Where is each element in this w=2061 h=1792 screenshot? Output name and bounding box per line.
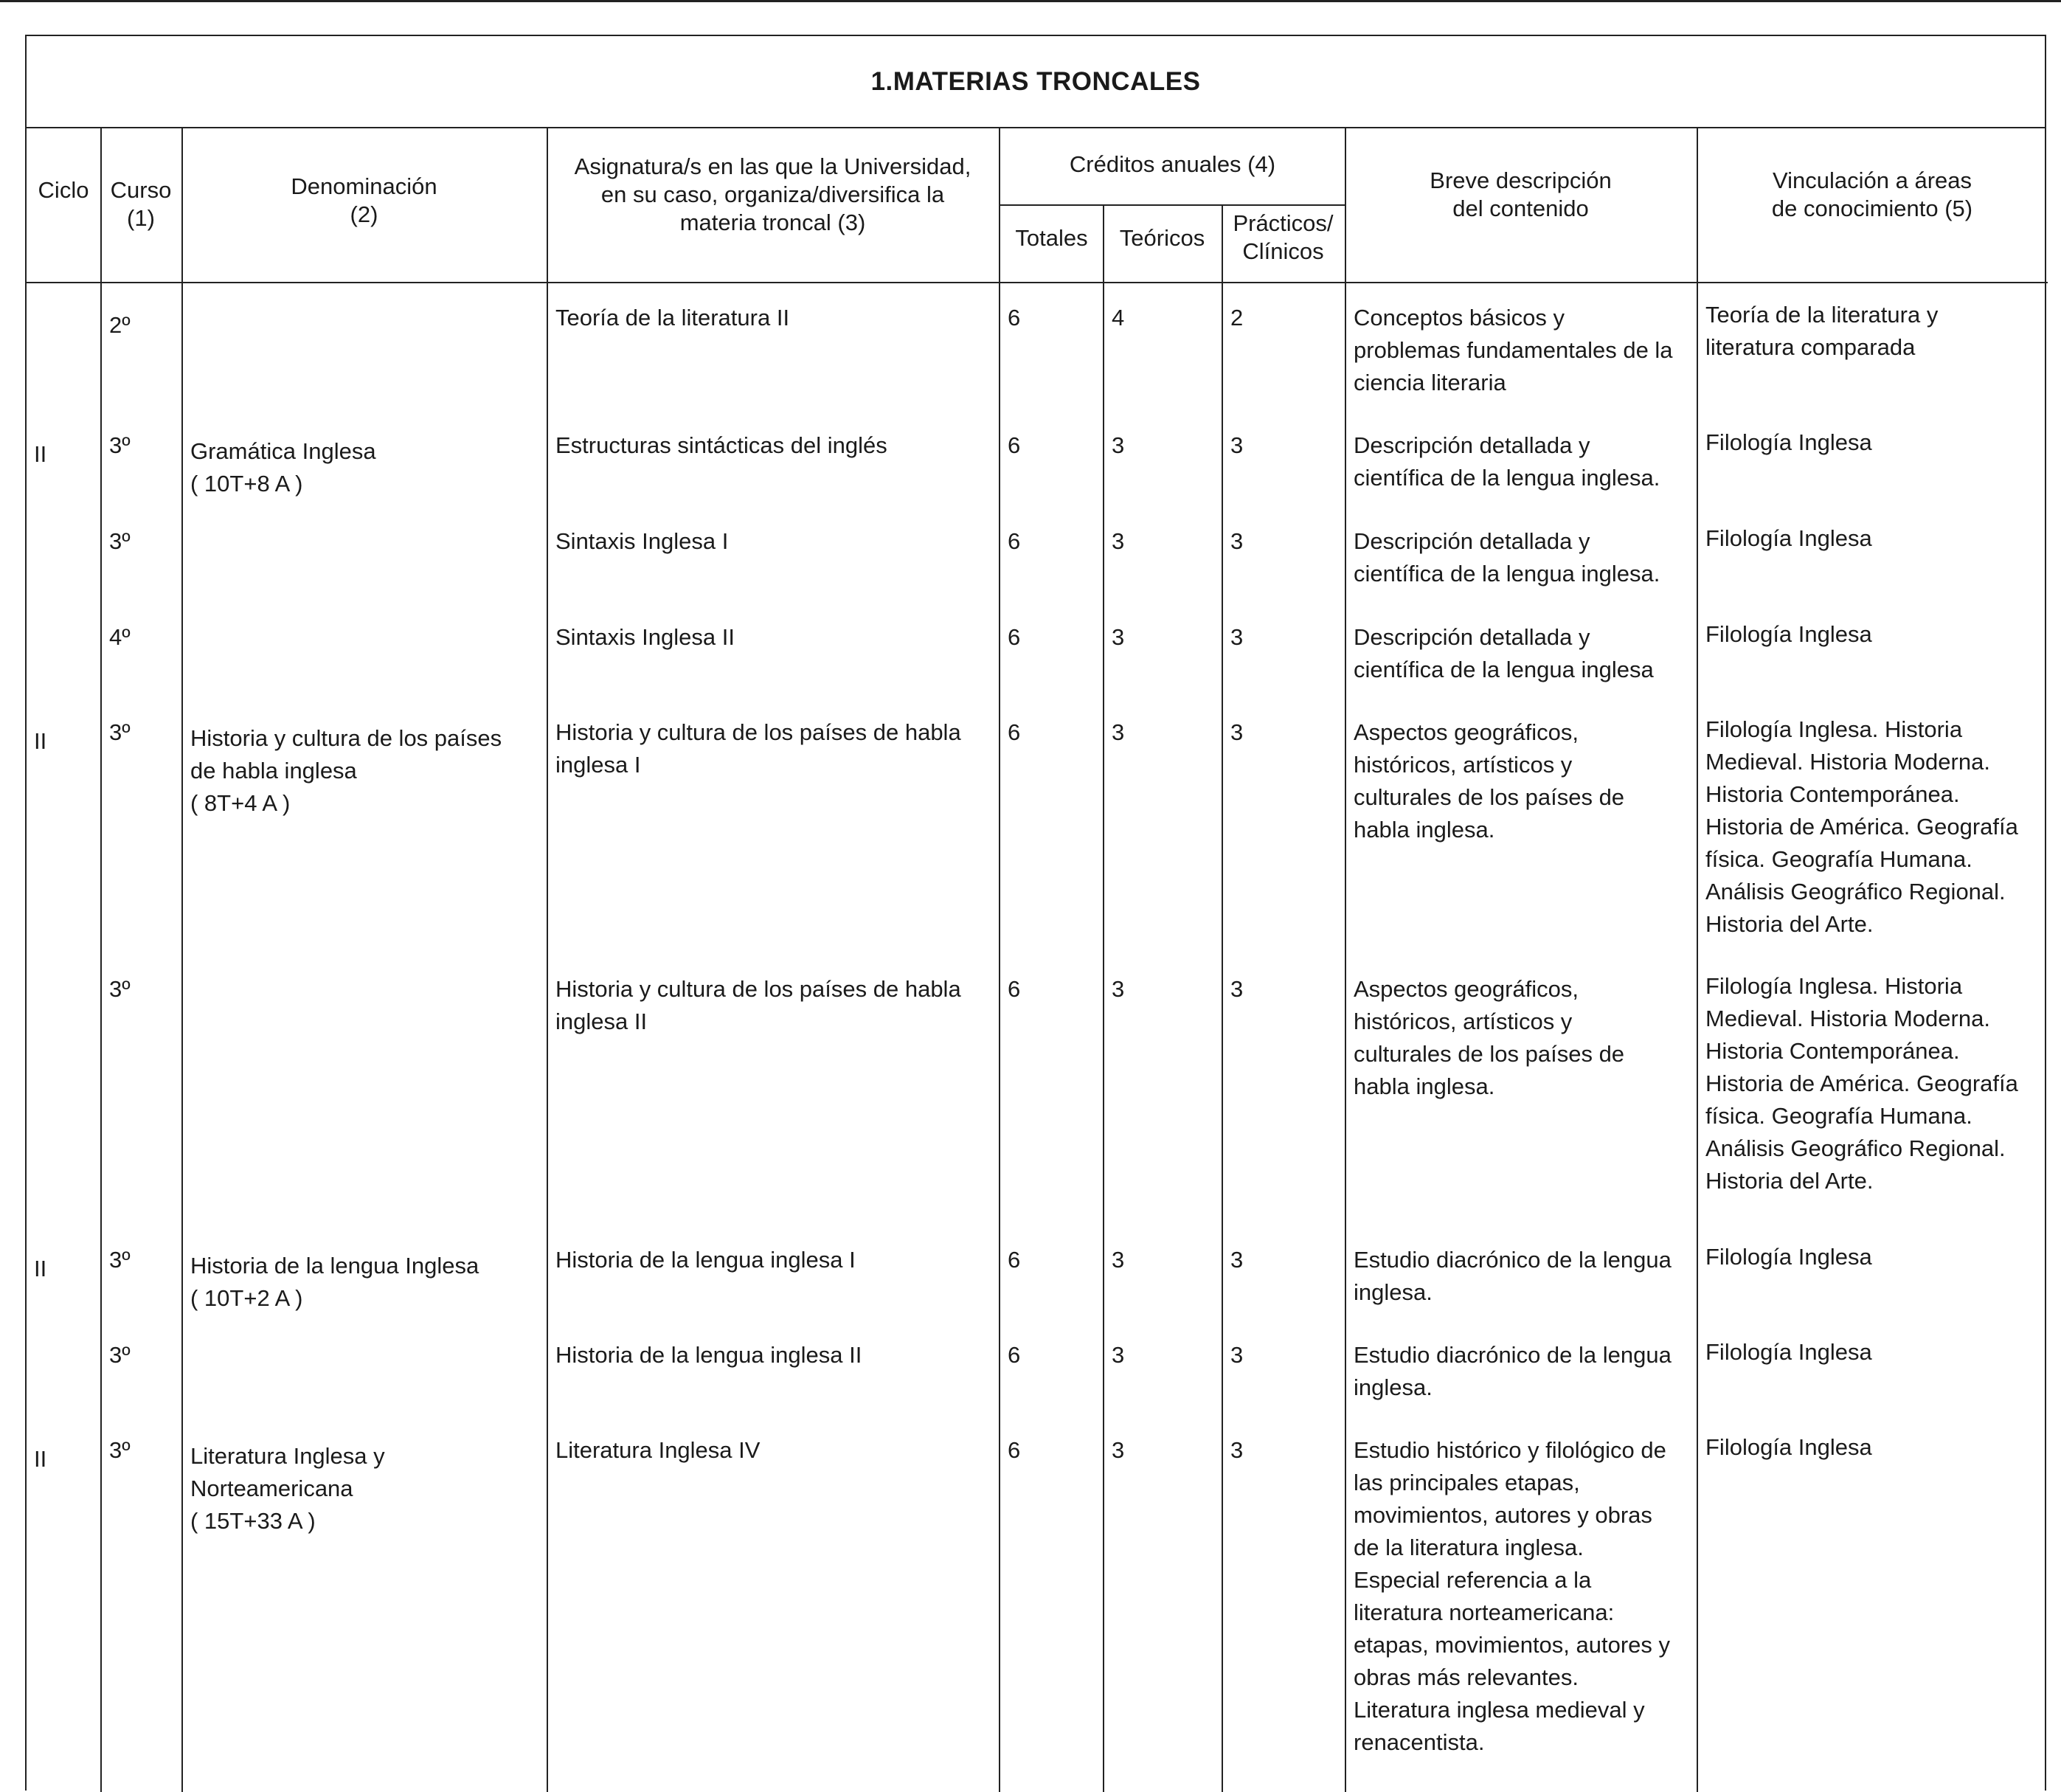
cell-teoricos — [1112, 1339, 1219, 1371]
col-rule-7 — [1345, 128, 1346, 1792]
cell-totales — [1008, 429, 1100, 462]
cell-line: 3º — [109, 976, 131, 1002]
header-practicos: Prácticos/ Clínicos — [1233, 210, 1334, 264]
cell-line: 6 — [1008, 1247, 1021, 1273]
cell-descripcion — [1354, 302, 1694, 399]
cell-practicos — [1230, 525, 1341, 558]
cell-line: Literatura Inglesa IV — [555, 1437, 761, 1463]
cell-vinculacion — [1705, 1431, 2045, 1464]
cell-curso — [109, 621, 179, 654]
cell-teoricos — [1112, 1434, 1219, 1467]
cell-asignatura — [555, 716, 997, 781]
cell-line: Historia Contemporánea. — [1705, 1038, 1960, 1064]
cell-curso — [109, 1339, 179, 1371]
cell-line: II — [34, 1256, 47, 1281]
cell-line: Medieval. Historia Moderna. — [1705, 749, 1990, 775]
cell-line: Historia y cultura de los países de habla — [555, 976, 961, 1002]
cell-denominacion — [190, 1250, 544, 1315]
cell-line: Filología Inglesa — [1705, 525, 1872, 551]
creditos-subheader-rule — [1000, 204, 1345, 206]
cell-totales — [1008, 1244, 1100, 1276]
col-rule-5 — [1103, 204, 1104, 1792]
cell-line: Descripción detallada y — [1354, 624, 1590, 650]
header-asignatura: Asignatura/s en las que la Universidad, en su caso, organiza/diversifica la materia troncal (3) — [574, 153, 971, 235]
cell-descripcion — [1354, 1244, 1694, 1309]
cell-line: Historia de América. Geografía — [1705, 814, 2018, 840]
cell-line: 3 — [1112, 624, 1125, 650]
cell-line: 6 — [1008, 432, 1021, 458]
cell-asignatura — [555, 429, 997, 462]
cell-vinculacion — [1705, 1241, 2045, 1273]
materias-troncales-table — [25, 35, 2046, 1791]
cell-line: 3 — [1112, 976, 1125, 1002]
cell-teoricos — [1112, 973, 1219, 1006]
cell-line: inglesa I — [555, 752, 641, 778]
cell-line: Análisis Geográfico Regional. — [1705, 879, 2006, 904]
cell-line: Historia de la lengua inglesa I — [555, 1247, 856, 1273]
cell-line: habla inglesa. — [1354, 817, 1495, 843]
cell-line: Estudio histórico y filológico de — [1354, 1437, 1666, 1463]
cell-practicos — [1230, 1339, 1341, 1371]
cell-line: Teoría de la literatura y — [1705, 302, 1939, 328]
cell-line: obras más relevantes. — [1354, 1664, 1579, 1690]
cell-line: Filología Inglesa — [1705, 621, 1872, 647]
cell-descripcion — [1354, 429, 1694, 494]
cell-line: 3 — [1112, 719, 1125, 745]
cell-vinculacion — [1705, 299, 2045, 364]
cell-vinculacion — [1705, 426, 2045, 459]
cell-line: las principales etapas, — [1354, 1470, 1580, 1495]
cell-totales — [1008, 525, 1100, 558]
cell-vinculacion — [1705, 713, 2045, 941]
cell-line: 3 — [1112, 1342, 1125, 1368]
cell-totales — [1008, 1434, 1100, 1467]
cell-line: Sintaxis Inglesa II — [555, 624, 735, 650]
cell-teoricos — [1112, 302, 1219, 334]
col-rule-1 — [100, 128, 102, 1792]
cell-teoricos — [1112, 429, 1219, 462]
cell-line: Filología Inglesa — [1705, 429, 1872, 455]
cell-line: 6 — [1008, 719, 1021, 745]
header-totales: Totales — [1015, 225, 1088, 251]
cell-line: problemas fundamentales de la — [1354, 337, 1673, 363]
cell-line: Filología Inglesa. Historia — [1705, 716, 1963, 742]
cell-line: Gramática Inglesa — [190, 438, 376, 464]
cell-line: inglesa II — [555, 1009, 648, 1034]
cell-practicos — [1230, 429, 1341, 462]
cell-line: 3 — [1230, 1437, 1244, 1463]
cell-line: II — [34, 1446, 47, 1472]
cell-line: 2 — [1230, 305, 1244, 331]
col-rule-4 — [999, 128, 1000, 1792]
cell-totales — [1008, 1339, 1100, 1371]
cell-line: literatura comparada — [1705, 334, 1916, 360]
cell-line: física. Geografía Humana. — [1705, 846, 1972, 872]
cell-line: 3 — [1230, 1342, 1244, 1368]
cell-ciclo — [34, 1443, 93, 1476]
cell-ciclo — [34, 1253, 93, 1285]
cell-line: habla inglesa. — [1354, 1073, 1495, 1099]
cell-line: ( 10T+8 A ) — [190, 471, 303, 497]
cell-line: 6 — [1008, 1437, 1021, 1463]
cell-ciclo — [34, 438, 93, 471]
cell-line: 3º — [109, 1247, 131, 1273]
cell-line: física. Geografía Humana. — [1705, 1103, 1972, 1129]
cell-curso — [109, 973, 179, 1006]
cell-line: inglesa. — [1354, 1374, 1433, 1400]
cell-line: ciencia literaria — [1354, 370, 1506, 395]
cell-ciclo — [34, 725, 93, 758]
cell-line: Estructuras sintácticas del inglés — [555, 432, 887, 458]
cell-descripcion — [1354, 1339, 1694, 1404]
cell-curso — [109, 525, 179, 558]
header-vinculacion: Vinculación a áreas de conocimiento (5) — [1771, 167, 1973, 221]
cell-line: Historia del Arte. — [1705, 911, 1874, 937]
cell-line: científica de la lengua inglesa. — [1354, 561, 1660, 587]
cell-line: renacentista. — [1354, 1729, 1485, 1755]
cell-line: movimientos, autores y obras — [1354, 1502, 1652, 1528]
cell-line: 3 — [1230, 976, 1244, 1002]
cell-line: 3 — [1230, 1247, 1244, 1273]
cell-practicos — [1230, 1434, 1341, 1467]
cell-line: 4 — [1112, 305, 1125, 331]
table-title: 1.MATERIAS TRONCALES — [27, 36, 2045, 128]
cell-practicos — [1230, 716, 1341, 749]
cell-line: 3 — [1112, 1437, 1125, 1463]
cell-line: Historia de América. Geografía — [1705, 1070, 2018, 1096]
cell-line: 3 — [1230, 624, 1244, 650]
col-rule-8 — [1697, 128, 1698, 1792]
header-curso: Curso (1) — [110, 177, 172, 231]
cell-line: Literatura inglesa medieval y — [1354, 1697, 1645, 1723]
cell-descripcion — [1354, 1434, 1694, 1759]
cell-line: Teoría de la literatura II — [555, 305, 790, 331]
cell-line: 3 — [1230, 432, 1244, 458]
cell-line: literatura norteamericana: — [1354, 1599, 1615, 1625]
col-rule-6 — [1222, 204, 1223, 1792]
cell-descripcion — [1354, 973, 1694, 1103]
cell-line: 3º — [109, 719, 131, 745]
cell-line: 3º — [109, 432, 131, 458]
cell-line: 6 — [1008, 305, 1021, 331]
cell-curso — [109, 1244, 179, 1276]
cell-vinculacion — [1705, 970, 2045, 1197]
cell-line: Historia del Arte. — [1705, 1168, 1874, 1194]
cell-line: 3 — [1112, 528, 1125, 554]
cell-totales — [1008, 621, 1100, 654]
cell-asignatura — [555, 621, 997, 654]
cell-line: 6 — [1008, 1342, 1021, 1368]
header-creditos: Créditos anuales (4) — [1069, 151, 1276, 177]
cell-line: Descripción detallada y — [1354, 528, 1590, 554]
cell-line: Análisis Geográfico Regional. — [1705, 1135, 2006, 1161]
cell-descripcion — [1354, 525, 1694, 590]
cell-teoricos — [1112, 621, 1219, 654]
cell-line: Estudio diacrónico de la lengua — [1354, 1247, 1672, 1273]
cell-line: Filología Inglesa. Historia — [1705, 973, 1963, 999]
cell-line: ( 10T+2 A ) — [190, 1285, 303, 1311]
cell-line: 3 — [1230, 719, 1244, 745]
cell-line: Filología Inglesa — [1705, 1244, 1872, 1270]
cell-denominacion — [190, 435, 544, 500]
cell-line: ( 15T+33 A ) — [190, 1508, 316, 1534]
cell-line: de habla inglesa — [190, 758, 357, 783]
cell-asignatura — [555, 1339, 997, 1371]
cell-line: Especial referencia a la — [1354, 1567, 1592, 1593]
cell-practicos — [1230, 302, 1341, 334]
cell-line: Historia Contemporánea. — [1705, 781, 1960, 807]
header-teoricos: Teóricos — [1119, 225, 1205, 251]
cell-practicos — [1230, 973, 1341, 1006]
col-rule-2 — [181, 128, 183, 1792]
cell-line: Historia de la lengua inglesa II — [555, 1342, 862, 1368]
cell-line: Historia de la lengua Inglesa — [190, 1253, 479, 1279]
cell-line: II — [34, 441, 47, 467]
cell-line: 2º — [109, 312, 131, 338]
cell-curso — [109, 1434, 179, 1467]
cell-line: 6 — [1008, 528, 1021, 554]
header-descripcion: Breve descripción del contenido — [1430, 167, 1612, 221]
cell-teoricos — [1112, 525, 1219, 558]
cell-line: Historia y cultura de los países — [190, 725, 502, 751]
cell-line: 3 — [1112, 432, 1125, 458]
cell-curso — [109, 309, 179, 342]
cell-line: Aspectos geográficos, — [1354, 976, 1579, 1002]
cell-line: históricos, artísticos y — [1354, 752, 1573, 778]
cell-line: Filología Inglesa — [1705, 1434, 1872, 1460]
cell-line: científica de la lengua inglesa — [1354, 657, 1654, 682]
cell-line: 3 — [1112, 1247, 1125, 1273]
col-rule-3 — [547, 128, 548, 1792]
header-denominacion: Denominación (2) — [291, 173, 437, 227]
top-rule — [0, 0, 2061, 7]
cell-curso — [109, 716, 179, 749]
cell-totales — [1008, 716, 1100, 749]
cell-line: 4º — [109, 624, 131, 650]
cell-line: ( 8T+4 A ) — [190, 790, 291, 816]
cell-asignatura — [555, 302, 997, 334]
cell-totales — [1008, 302, 1100, 334]
cell-line: Filología Inglesa — [1705, 1339, 1872, 1365]
cell-vinculacion — [1705, 618, 2045, 651]
cell-asignatura — [555, 1434, 997, 1467]
cell-vinculacion — [1705, 1336, 2045, 1369]
cell-teoricos — [1112, 1244, 1219, 1276]
cell-line: II — [34, 728, 47, 754]
cell-line: Sintaxis Inglesa I — [555, 528, 729, 554]
cell-line: 3 — [1230, 528, 1244, 554]
cell-practicos — [1230, 1244, 1341, 1276]
cell-asignatura — [555, 1244, 997, 1276]
cell-line: Literatura Inglesa y — [190, 1443, 385, 1469]
header-ciclo: Ciclo — [38, 177, 89, 203]
cell-line: Estudio diacrónico de la lengua — [1354, 1342, 1672, 1368]
cell-asignatura — [555, 973, 997, 1038]
cell-line: Descripción detallada y — [1354, 432, 1590, 458]
cell-line: Medieval. Historia Moderna. — [1705, 1006, 1990, 1031]
cell-line: históricos, artísticos y — [1354, 1009, 1573, 1034]
cell-vinculacion — [1705, 522, 2045, 555]
cell-line: 6 — [1008, 976, 1021, 1002]
cell-asignatura — [555, 525, 997, 558]
cell-line: inglesa. — [1354, 1279, 1433, 1305]
cell-line: etapas, movimientos, autores y — [1354, 1632, 1671, 1658]
cell-line: 3º — [109, 1437, 131, 1463]
cell-denominacion — [190, 1440, 544, 1537]
cell-line: científica de la lengua inglesa. — [1354, 465, 1660, 491]
cell-descripcion — [1354, 621, 1694, 686]
cell-descripcion — [1354, 716, 1694, 846]
cell-teoricos — [1112, 716, 1219, 749]
cell-line: culturales de los países de — [1354, 1041, 1625, 1067]
cell-line: de la literatura inglesa. — [1354, 1535, 1584, 1560]
cell-curso — [109, 429, 179, 462]
cell-line: Norteamericana — [190, 1476, 353, 1501]
header-bottom-rule — [27, 282, 2048, 283]
cell-line: Conceptos básicos y — [1354, 305, 1565, 331]
cell-line: 6 — [1008, 624, 1021, 650]
cell-line: Aspectos geográficos, — [1354, 719, 1579, 745]
cell-line: 3º — [109, 1342, 131, 1368]
cell-denominacion — [190, 722, 544, 820]
cell-line: 3º — [109, 528, 131, 554]
cell-practicos — [1230, 621, 1341, 654]
cell-line: culturales de los países de — [1354, 784, 1625, 810]
cell-line: Historia y cultura de los países de habla — [555, 719, 961, 745]
cell-totales — [1008, 973, 1100, 1006]
